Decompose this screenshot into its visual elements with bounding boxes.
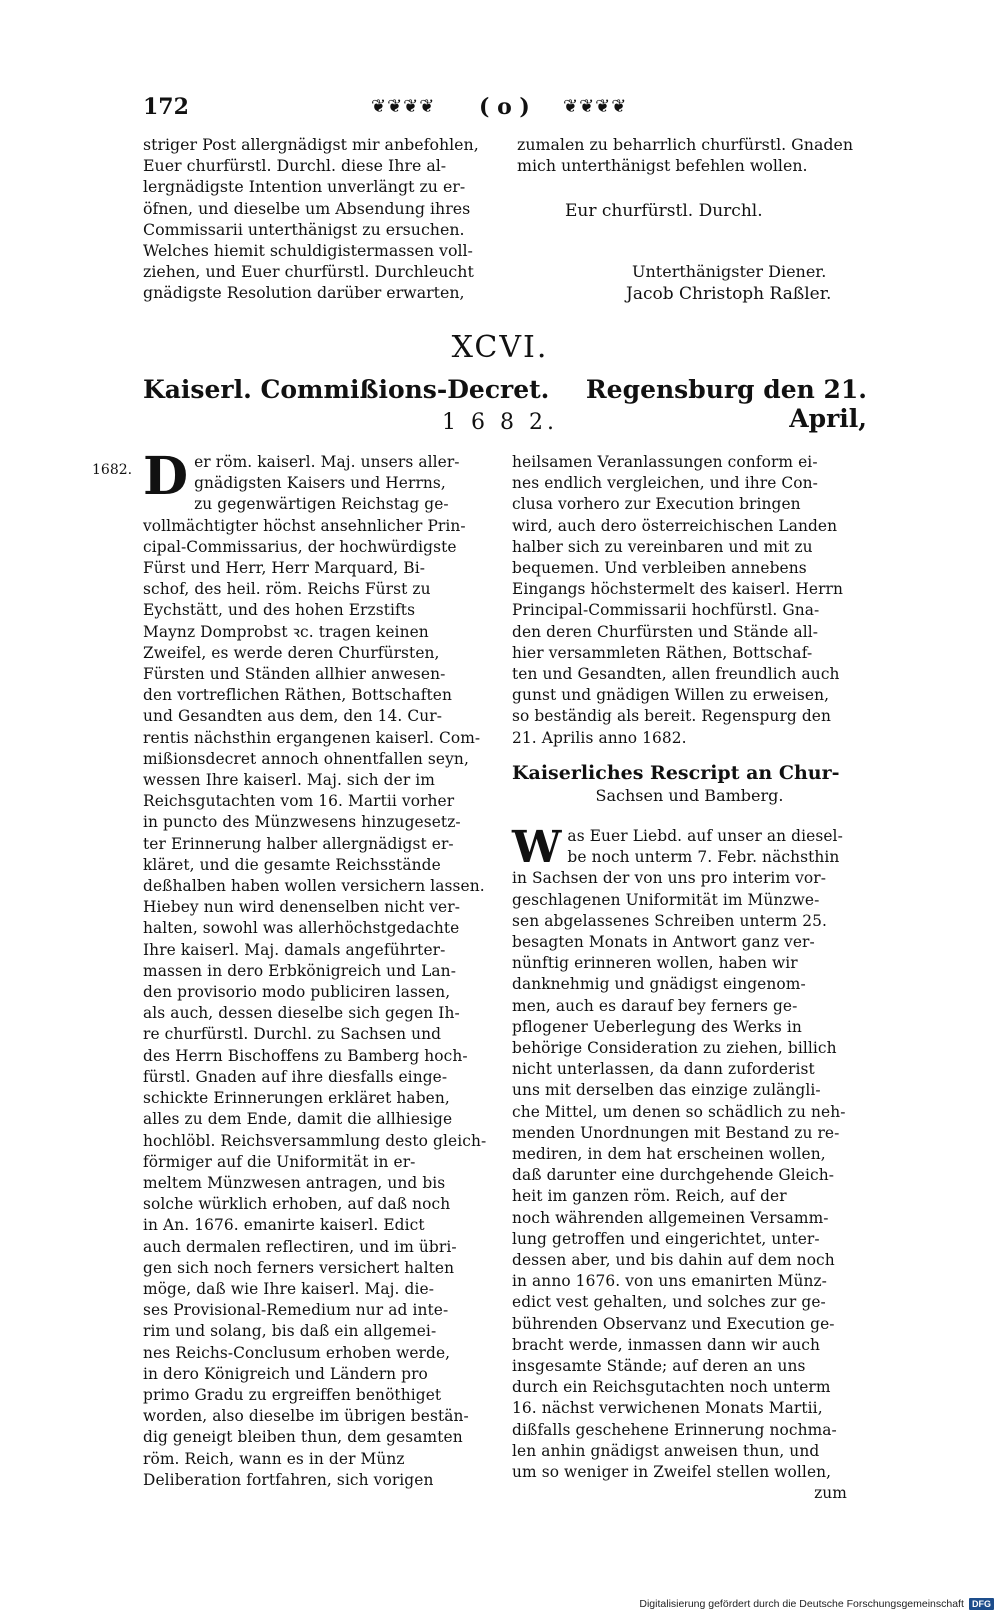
text-line: den provisorio modo publiciren lassen, [143,983,451,1002]
text-line: Zweifel, es werde deren Churfürsten, [143,643,440,662]
page-header [143,94,663,124]
digitization-footer [639,1592,994,1611]
text-line: halber sich zu vereinbaren und mit zu [512,537,813,556]
text-line: meltem Münzwesen antragen, und bis [143,1173,446,1192]
text-line: bequemen. Und verbleiben annebens [512,559,807,578]
text-line: in An. 1676. emanirte kaiserl. Edict [143,1216,425,1235]
text-line: men, auch es darauf bey ferners ge- [512,996,798,1015]
text-line: danknehmig und gnädigst eingenom- [512,975,806,994]
top-left-text [143,134,503,304]
signature-name: Jacob Christoph Raßler. [626,284,832,304]
text-line: alles zu dem Ende, damit die allhiesige [143,1110,453,1129]
text-line: in dero Königreich und Ländern pro [143,1364,428,1383]
text-line: ten und Gesandten, allen freundlich auch [512,665,840,684]
text-line: Reichsgutachten vom 16. Martii vorher [143,792,455,811]
margin-year: 1682. [92,462,133,478]
text-line: primo Gradu zu ergreiffen benöthiget [143,1385,442,1404]
text-line: und Gesandten aus dem, den 14. Cur- [143,707,443,726]
text-line: noch währenden allgemeinen Versamm- [512,1208,829,1227]
text-line: clusa vorhero zur Execution bringen [512,495,801,514]
text-line: in puncto des Münzwesens hinzugesetz- [143,813,461,832]
text-line: 21. Aprilis anno 1682. [512,728,687,747]
text-line: heit im ganzen röm. Reich, auf der [512,1187,787,1206]
text-line: gen sich noch ferners versichert halten [143,1258,455,1277]
text-line: halten, sowohl was allerhöchstgedachte [143,919,460,938]
text-line: geschlagenen Uniformität im Münzwe- [512,890,820,909]
text-line: schof, des heil. röm. Reichs Fürst zu [143,580,431,599]
text-line: in Sachsen der von uns pro interim vor- [512,869,827,888]
text-line: fürstl. Gnaden auf ihre diesfalls einge- [143,1067,448,1086]
text-line: Eingangs höchstermelt des kaiserl. Herrn [512,580,844,599]
text-line: dißfalls geschehene Erinnerung nochma- [512,1420,837,1439]
signature-title: Unterthänigster Diener. [632,262,827,281]
text-line: solche würklich erhoben, auf daß noch [143,1195,451,1214]
text-line: rentis nächsthin ergangenen kaiserl. Com- [143,728,481,747]
text-line: daß darunter eine durchgehende Gleich- [512,1166,835,1185]
text-line: den vortreflichen Räthen, Bottschaften [143,686,452,705]
text-line: hier versammleten Räthen, Bottschaf- [512,643,813,662]
text-line: rim und solang, bis daß ein allgemei- [143,1322,437,1341]
text-line: edict vest gehalten, und solches zur ge- [512,1293,826,1312]
text-line: re churfürstl. Durchl. zu Sachsen und [143,1025,442,1044]
text-line: wessen Ihre kaiserl. Maj. sich der im [143,771,435,790]
text-line: worden, also dieselbe im übrigen bestän- [143,1407,469,1426]
text-line: bracht werde, inmassen dann wir auch [512,1335,821,1354]
text-line: lung getroffen und eingerichtet, unter- [512,1229,820,1248]
text-line: Welches hiemit schuldigistermassen voll- [143,241,473,261]
text-line: dig geneigt bleiben thun, dem gesamten [143,1428,463,1447]
text-line: mißionsdecret annoch ohnentfallen seyn, [143,749,469,768]
text-line: dessen aber, und bis dahin auf dem noch [512,1251,835,1270]
text-line: be noch unterm 7. Febr. nächsthin [567,848,840,867]
folio-mark: ( o ) [479,94,530,120]
text-line: deßhalben haben wollen versichern lassen. [143,877,485,896]
text-line: durch ein Reichsgutachten noch unterm [512,1378,831,1397]
dropcap-w: W [512,822,562,873]
text-line: Hiebey nun wird denenselben nicht ver- [143,898,461,917]
ornament-left: ❦❦❦❦ [371,96,436,117]
text-line: striger Post allergnädigst mir anbefohlen, [143,135,479,154]
text-line: Fürst und Herr, Herr Marquard, Bi- [143,559,426,578]
section-title-left: Kaiserl. Commißions-Decret. [143,375,550,404]
text-line: heilsamen Veranlassungen conform ei- [512,453,818,471]
text-line: Ihre kaiserl. Maj. damals angeführter- [143,940,446,959]
section-title-right: Regensburg den 21. April, [585,375,867,433]
text-line: gnädigsten Kaisers und Herrns, [194,474,446,493]
text-line: gnädigste Resolution darüber erwarten, [143,283,465,303]
text-line: als auch, dessen dieselbe sich gegen Ih- [143,1004,460,1023]
text-line: so beständig als bereit. Regenspurg den [512,707,832,726]
text-line: zu gegenwärtigen Reichstag ge- [194,495,449,514]
salutation: Eur churfürstl. Durchl. [565,201,763,221]
text-line: massen in dero Erbkönigreich und Lan- [143,961,456,980]
text-line: besagten Monats in Antwort ganz ver- [512,933,815,952]
text-line: schickte Erinnerungen erkläret haben, [143,1089,450,1108]
right-column-part2 [512,822,867,1505]
text-line: Commissarii unterthänigst zu ersuchen. [143,219,465,239]
text-line: ses Provisional-Remedium nur ad inte- [143,1301,449,1320]
text-line: len anhin gnädigst anweisen thun, und [512,1441,820,1460]
text-line: zumalen zu beharrlich churfürstl. Gnaden [517,135,854,154]
text-line: ter Erinnerung halber allergnädigst er- [143,834,454,853]
text-line: insgesamte Stände; auf deren an uns [512,1357,806,1376]
text-line: Principal-Commissarii hochfürstl. Gna- [512,601,820,620]
text-line: bührenden Observanz und Execution ge- [512,1314,835,1333]
text-line: menden Unordnungen mit Bestand zu re- [512,1123,840,1142]
text-line: möge, daß wie Ihre kaiserl. Maj. die- [143,1279,435,1298]
text-line: nünftig erinneren wollen, haben wir [512,954,798,973]
ornament-right: ❦❦❦❦ [563,96,628,117]
text-line: lergnädigste Intention unverlängt zu er- [143,177,466,197]
text-line: Eychstätt, und des hohen Erzstifts [143,601,416,620]
text-line: nes Reichs-Conclusum erhoben werde, [143,1343,451,1362]
text-line: röm. Reich, wann es in der Münz [143,1449,405,1468]
text-line: as Euer Liebd. auf unser an diesel- [567,827,843,845]
text-line: vollmächtigter höchst ansehnlicher Prin- [143,516,466,535]
text-line: cipal-Commissarius, der hochwürdigste [143,537,457,556]
text-line: in anno 1676. von uns emanirten Münz- [512,1272,827,1291]
text-line: pflogener Ueberlegung des Werks in [512,1017,802,1036]
catchword: zum [814,1484,847,1503]
footer-text: Digitalisierung gefördert durch die Deutsche Forschungsgemeinschaft [639,1598,964,1610]
left-column [143,446,493,1491]
text-line: sen abgelassenes Schreiben unterm 25. [512,911,827,930]
text-line: 16. nächst verwichenen Monats Martii, [512,1399,823,1418]
text-line: uns mit derselben das einzige zulängli- [512,1081,821,1100]
text-line: des Herrn Bischoffens zu Bamberg hoch- [143,1046,468,1065]
dfg-logo: DFG [969,1598,994,1610]
text-line: Fürsten und Ständen allhier anwesen- [143,665,446,684]
text-line: förmiger auf die Uniformität in er- [143,1152,416,1171]
text-line: Maynz Domprobst ꝛc. tragen keinen [143,622,429,641]
text-line: gunst und gnädigen Willen zu erweisen, [512,686,830,705]
text-line: öfnen, und dieselbe um Absendung ihres [143,198,471,218]
section-year: 1 6 8 2. [442,410,558,435]
rescript-heading: Kaiserliches Rescript an Chur- [512,762,840,784]
text-line: wird, auch dero österreichischen Landen [512,516,838,535]
rescript-subheading: Sachsen und Bamberg. [595,786,784,805]
text-line: nes endlich vergleichen, und ihre Con- [512,474,818,493]
text-line: kläret, und die gesamte Reichsstände [143,855,441,874]
text-line: nicht unterlassen, da dann zuforderist [512,1060,815,1079]
text-line: behörige Consideration zu ziehen, billich [512,1039,837,1058]
right-column-part1 [512,452,867,749]
text-line: ziehen, und Euer churfürstl. Durchleucht [143,262,474,282]
text-line: den deren Churfürsten und Stände all- [512,622,819,641]
text-line: mediren, in dem hat erscheinen wollen, [512,1145,826,1164]
text-line: mich unterthänigst befehlen wollen. [517,156,808,176]
section-number: XCVI. [451,330,549,365]
text-line: Euer churfürstl. Durchl. diese Ihre al- [143,156,447,176]
dropcap-d: D [143,446,189,507]
text-line: hochlöbl. Reichsversammlung desto gleich- [143,1131,487,1150]
text-line: um so weniger in Zweifel stellen wollen, [512,1463,832,1482]
page-number: 172 [143,94,189,120]
text-line: er röm. kaiserl. Maj. unsers aller- [194,453,460,471]
text-line: Deliberation fortfahren, sich vorigen [143,1470,434,1489]
text-line: che Mittel, um denen so schädlich zu neh- [512,1102,846,1121]
text-line: auch dermalen reflectiren, und im übri- [143,1237,457,1256]
top-right-text [517,134,867,176]
